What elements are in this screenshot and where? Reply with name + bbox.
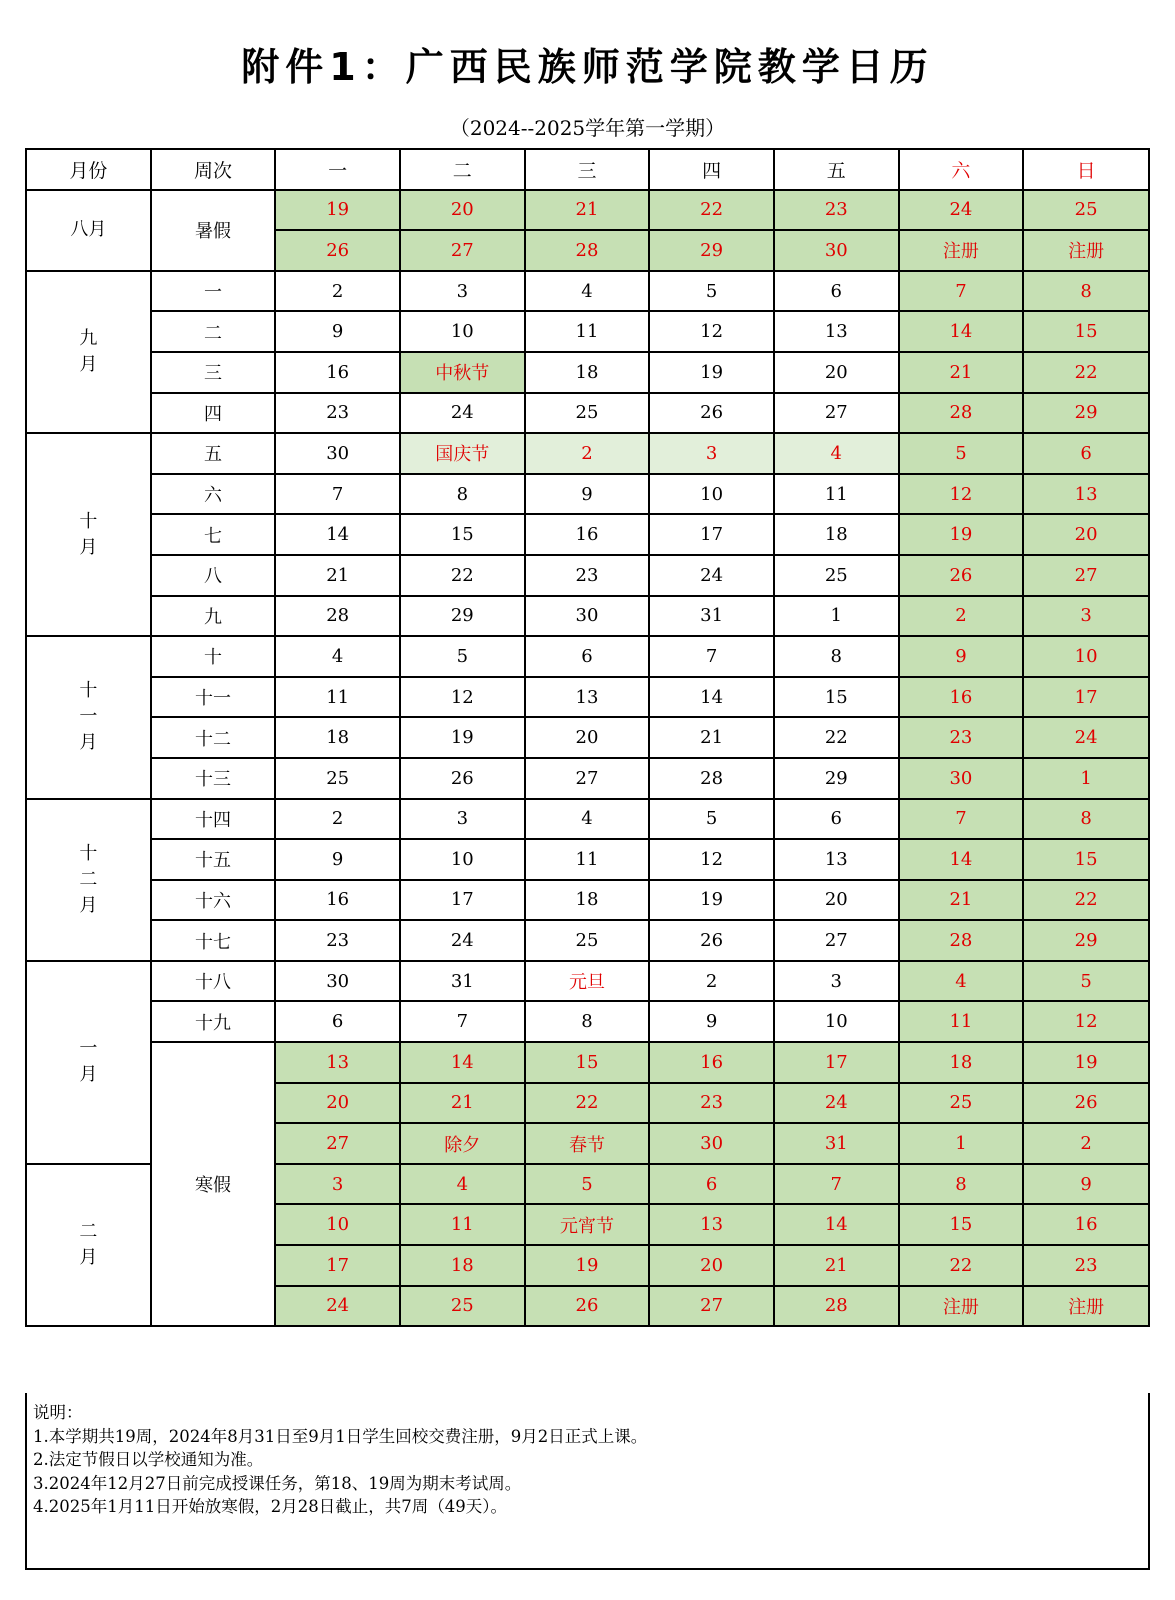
day-header-fri: 五 (774, 149, 899, 190)
day-cell: 16 (275, 880, 400, 921)
day-cell: 12 (1023, 1001, 1149, 1042)
day-cell: 17 (774, 1042, 899, 1083)
calendar-row (26, 474, 1149, 515)
day-cell: 5 (525, 1164, 650, 1205)
day-cell: 30 (649, 1123, 774, 1164)
calendar-row (26, 920, 1149, 961)
day-cell: 15 (1023, 311, 1149, 352)
day-cell: 注册 (899, 230, 1024, 271)
day-cell: 28 (275, 596, 400, 637)
day-cell: 16 (275, 352, 400, 393)
day-cell: 28 (899, 393, 1024, 434)
day-cell: 22 (899, 1245, 1024, 1286)
day-cell: 2 (525, 433, 650, 474)
day-cell: 22 (1023, 352, 1149, 393)
week-cell: 寒假 (151, 1042, 276, 1326)
day-cell: 29 (400, 596, 525, 637)
week-cell: 十一 (151, 677, 276, 718)
day-cell: 注册 (899, 1286, 1024, 1327)
week-cell: 暑假 (151, 190, 276, 271)
week-cell: 十 (151, 636, 276, 677)
week-cell: 三 (151, 352, 276, 393)
week-header: 周次 (151, 149, 276, 190)
day-cell: 12 (400, 677, 525, 718)
day-cell: 25 (400, 1286, 525, 1327)
day-cell: 3 (400, 799, 525, 840)
day-cell: 27 (400, 230, 525, 271)
week-cell: 六 (151, 474, 276, 515)
week-cell: 十三 (151, 758, 276, 799)
day-cell: 28 (899, 920, 1024, 961)
day-cell: 25 (525, 393, 650, 434)
day-cell: 20 (649, 1245, 774, 1286)
day-cell: 30 (275, 433, 400, 474)
day-cell: 7 (899, 799, 1024, 840)
calendar-row (26, 352, 1149, 393)
day-cell: 11 (400, 1204, 525, 1245)
day-cell: 17 (275, 1245, 400, 1286)
day-cell: 13 (1023, 474, 1149, 515)
week-cell: 十八 (151, 961, 276, 1002)
day-cell: 4 (774, 433, 899, 474)
notes-heading: 说明： (33, 1403, 83, 1422)
calendar-row (26, 514, 1149, 555)
month-cell: 十 二 月 (26, 799, 151, 961)
day-cell: 29 (1023, 393, 1149, 434)
calendar-row (26, 555, 1149, 596)
week-cell: 八 (151, 555, 276, 596)
day-cell: 14 (400, 1042, 525, 1083)
day-cell: 20 (774, 352, 899, 393)
day-cell: 14 (899, 839, 1024, 880)
day-cell: 8 (899, 1164, 1024, 1205)
day-cell: 26 (649, 393, 774, 434)
day-cell: 26 (525, 1286, 650, 1327)
calendar-row (26, 636, 1149, 677)
day-cell: 11 (774, 474, 899, 515)
day-cell: 20 (774, 880, 899, 921)
day-cell: 9 (275, 839, 400, 880)
day-cell: 25 (899, 1083, 1024, 1124)
day-cell: 22 (649, 190, 774, 231)
day-cell: 10 (400, 839, 525, 880)
day-cell: 30 (275, 961, 400, 1002)
day-cell: 24 (400, 393, 525, 434)
calendar-row (26, 190, 1149, 231)
day-cell: 7 (400, 1001, 525, 1042)
day-cell: 15 (525, 1042, 650, 1083)
week-cell: 十九 (151, 1001, 276, 1042)
day-cell: 27 (774, 393, 899, 434)
day-cell: 13 (525, 677, 650, 718)
day-cell: 10 (1023, 636, 1149, 677)
day-cell: 26 (1023, 1083, 1149, 1124)
day-cell: 31 (400, 961, 525, 1002)
day-cell: 18 (525, 880, 650, 921)
day-cell: 10 (774, 1001, 899, 1042)
day-cell: 27 (1023, 555, 1149, 596)
header-row (26, 149, 1149, 190)
day-cell: 20 (1023, 514, 1149, 555)
day-cell: 8 (1023, 799, 1149, 840)
day-cell: 8 (774, 636, 899, 677)
day-cell: 7 (899, 271, 1024, 312)
day-cell: 2 (1023, 1123, 1149, 1164)
day-cell: 18 (400, 1245, 525, 1286)
day-cell: 14 (899, 311, 1024, 352)
day-cell: 17 (1023, 677, 1149, 718)
day-cell: 23 (1023, 1245, 1149, 1286)
day-cell: 5 (1023, 961, 1149, 1002)
day-cell: 6 (774, 799, 899, 840)
month-cell: 十 一 月 (26, 636, 151, 798)
note-item: 4.2025年1月11日开始放寒假，2月28日截止，共7周（49天）。 (33, 1497, 507, 1516)
day-cell: 30 (525, 596, 650, 637)
day-cell: 23 (649, 1083, 774, 1124)
day-cell: 28 (649, 758, 774, 799)
day-cell: 5 (649, 271, 774, 312)
day-cell: 9 (275, 311, 400, 352)
notes-section (25, 1393, 1150, 1570)
day-cell: 26 (899, 555, 1024, 596)
day-cell: 22 (400, 555, 525, 596)
day-cell: 3 (649, 433, 774, 474)
day-cell: 11 (275, 677, 400, 718)
day-cell: 22 (774, 717, 899, 758)
day-cell: 23 (899, 717, 1024, 758)
day-cell: 4 (525, 271, 650, 312)
calendar-row (26, 271, 1149, 312)
day-cell: 19 (1023, 1042, 1149, 1083)
day-cell: 17 (649, 514, 774, 555)
day-cell: 元宵节 (525, 1204, 650, 1245)
note-item: 2.法定节假日以学校通知为准。 (33, 1450, 264, 1469)
day-cell: 25 (275, 758, 400, 799)
day-cell: 2 (275, 271, 400, 312)
day-cell: 21 (525, 190, 650, 231)
day-cell: 3 (275, 1164, 400, 1205)
day-cell: 23 (774, 190, 899, 231)
day-cell: 4 (525, 799, 650, 840)
day-cell: 2 (899, 596, 1024, 637)
day-cell: 6 (774, 271, 899, 312)
day-cell: 11 (525, 839, 650, 880)
month-cell: 二 月 (26, 1164, 151, 1326)
page-subtitle: （2024--2025学年第一学期） (449, 116, 726, 140)
day-cell: 16 (1023, 1204, 1149, 1245)
day-cell: 20 (275, 1083, 400, 1124)
day-cell: 27 (275, 1123, 400, 1164)
day-cell: 16 (649, 1042, 774, 1083)
calendar-table (25, 148, 1150, 1327)
day-cell: 16 (525, 514, 650, 555)
day-header-wed: 三 (525, 149, 650, 190)
day-cell: 14 (275, 514, 400, 555)
week-cell: 五 (151, 433, 276, 474)
day-cell: 注册 (1023, 230, 1149, 271)
calendar-row (26, 311, 1149, 352)
calendar-row (26, 799, 1149, 840)
month-cell: 九 月 (26, 271, 151, 433)
day-cell: 28 (774, 1286, 899, 1327)
day-cell: 9 (649, 1001, 774, 1042)
week-cell: 十二 (151, 717, 276, 758)
day-header-tue: 二 (400, 149, 525, 190)
day-cell: 20 (525, 717, 650, 758)
day-cell: 8 (525, 1001, 650, 1042)
day-cell: 18 (525, 352, 650, 393)
week-cell: 一 (151, 271, 276, 312)
month-header: 月份 (26, 149, 151, 190)
week-cell: 十四 (151, 799, 276, 840)
day-cell: 4 (400, 1164, 525, 1205)
page-title: 附件1：广西民族师范学院教学日历 (241, 45, 934, 89)
day-cell: 元旦 (525, 961, 650, 1002)
day-cell: 27 (525, 758, 650, 799)
day-cell: 16 (899, 677, 1024, 718)
day-cell: 4 (899, 961, 1024, 1002)
week-cell: 九 (151, 596, 276, 637)
day-cell: 15 (899, 1204, 1024, 1245)
day-cell: 9 (1023, 1164, 1149, 1205)
day-header-sat: 六 (899, 149, 1024, 190)
day-cell: 9 (525, 474, 650, 515)
day-cell: 25 (525, 920, 650, 961)
day-cell: 除夕 (400, 1123, 525, 1164)
day-cell: 8 (400, 474, 525, 515)
day-cell: 6 (649, 1164, 774, 1205)
day-cell: 24 (1023, 717, 1149, 758)
day-cell: 19 (649, 880, 774, 921)
day-cell: 14 (649, 677, 774, 718)
calendar-row (26, 433, 1149, 474)
day-cell: 6 (525, 636, 650, 677)
day-cell: 11 (899, 1001, 1024, 1042)
calendar-row (26, 1042, 1149, 1083)
day-cell: 3 (1023, 596, 1149, 637)
day-cell: 17 (400, 880, 525, 921)
day-cell: 20 (400, 190, 525, 231)
calendar-row (26, 677, 1149, 718)
day-cell: 27 (649, 1286, 774, 1327)
day-cell: 19 (400, 717, 525, 758)
day-cell: 26 (275, 230, 400, 271)
day-cell: 14 (774, 1204, 899, 1245)
day-cell: 3 (400, 271, 525, 312)
day-cell: 国庆节 (400, 433, 525, 474)
day-cell: 31 (649, 596, 774, 637)
day-cell: 12 (649, 311, 774, 352)
month-cell: 一 月 (26, 961, 151, 1164)
day-cell: 6 (1023, 433, 1149, 474)
day-cell: 21 (275, 555, 400, 596)
day-cell: 13 (774, 311, 899, 352)
calendar-row (26, 596, 1149, 637)
day-cell: 12 (649, 839, 774, 880)
day-cell: 10 (649, 474, 774, 515)
day-cell: 13 (774, 839, 899, 880)
day-cell: 19 (899, 514, 1024, 555)
day-cell: 5 (400, 636, 525, 677)
day-cell: 23 (525, 555, 650, 596)
day-cell: 9 (899, 636, 1024, 677)
day-cell: 31 (774, 1123, 899, 1164)
day-cell: 4 (275, 636, 400, 677)
day-cell: 30 (774, 230, 899, 271)
day-cell: 26 (649, 920, 774, 961)
day-cell: 15 (774, 677, 899, 718)
day-cell: 19 (275, 190, 400, 231)
day-cell: 18 (774, 514, 899, 555)
day-header-thu: 四 (649, 149, 774, 190)
week-cell: 十五 (151, 839, 276, 880)
day-cell: 29 (1023, 920, 1149, 961)
day-header-mon: 一 (275, 149, 400, 190)
month-cell: 十 月 (26, 433, 151, 636)
day-cell: 7 (774, 1164, 899, 1205)
day-cell: 5 (649, 799, 774, 840)
day-cell: 24 (649, 555, 774, 596)
day-cell: 19 (649, 352, 774, 393)
day-cell: 1 (899, 1123, 1024, 1164)
day-cell: 注册 (1023, 1286, 1149, 1327)
day-cell: 29 (649, 230, 774, 271)
day-cell: 21 (774, 1245, 899, 1286)
day-cell: 1 (1023, 758, 1149, 799)
day-cell: 2 (275, 799, 400, 840)
calendar-row (26, 839, 1149, 880)
day-header-sun: 日 (1023, 149, 1149, 190)
day-cell: 25 (1023, 190, 1149, 231)
day-cell: 27 (774, 920, 899, 961)
calendar-row (26, 961, 1149, 1002)
day-cell: 19 (525, 1245, 650, 1286)
day-cell: 18 (899, 1042, 1024, 1083)
day-cell: 29 (774, 758, 899, 799)
day-cell: 3 (774, 961, 899, 1002)
day-cell: 18 (275, 717, 400, 758)
day-cell: 23 (275, 393, 400, 434)
day-cell: 8 (1023, 271, 1149, 312)
note-item: 1.本学期共19周，2024年8月31日至9月1日学生回校交费注册，9月2日正式上课。 (33, 1426, 648, 1446)
day-cell: 25 (774, 555, 899, 596)
day-cell: 11 (525, 311, 650, 352)
month-cell: 八月 (26, 190, 151, 271)
day-cell: 22 (525, 1083, 650, 1124)
day-cell: 21 (400, 1083, 525, 1124)
day-cell: 中秋节 (400, 352, 525, 393)
day-cell: 24 (275, 1286, 400, 1327)
calendar-row (26, 758, 1149, 799)
day-cell: 22 (1023, 880, 1149, 921)
day-cell: 28 (525, 230, 650, 271)
week-cell: 七 (151, 514, 276, 555)
day-cell: 24 (400, 920, 525, 961)
day-cell: 24 (774, 1083, 899, 1124)
day-cell: 12 (899, 474, 1024, 515)
day-cell: 26 (400, 758, 525, 799)
calendar-row (26, 880, 1149, 921)
calendar-row (26, 717, 1149, 758)
day-cell: 5 (899, 433, 1024, 474)
day-cell: 21 (899, 880, 1024, 921)
calendar-row (26, 1001, 1149, 1042)
day-cell: 13 (275, 1042, 400, 1083)
week-cell: 二 (151, 311, 276, 352)
day-cell: 1 (774, 596, 899, 637)
day-cell: 21 (649, 717, 774, 758)
day-cell: 13 (649, 1204, 774, 1245)
day-cell: 6 (275, 1001, 400, 1042)
day-cell: 10 (400, 311, 525, 352)
day-cell: 15 (400, 514, 525, 555)
note-item: 3.2024年12月27日前完成授课任务，第18、19周为期末考试周。 (33, 1473, 522, 1493)
day-cell: 2 (649, 961, 774, 1002)
day-cell: 10 (275, 1204, 400, 1245)
day-cell: 24 (899, 190, 1024, 231)
calendar-row (26, 393, 1149, 434)
day-cell: 7 (275, 474, 400, 515)
week-cell: 四 (151, 393, 276, 434)
day-cell: 春节 (525, 1123, 650, 1164)
week-cell: 十七 (151, 920, 276, 961)
day-cell: 23 (275, 920, 400, 961)
day-cell: 21 (899, 352, 1024, 393)
day-cell: 30 (899, 758, 1024, 799)
day-cell: 15 (1023, 839, 1149, 880)
day-cell: 7 (649, 636, 774, 677)
week-cell: 十六 (151, 880, 276, 921)
